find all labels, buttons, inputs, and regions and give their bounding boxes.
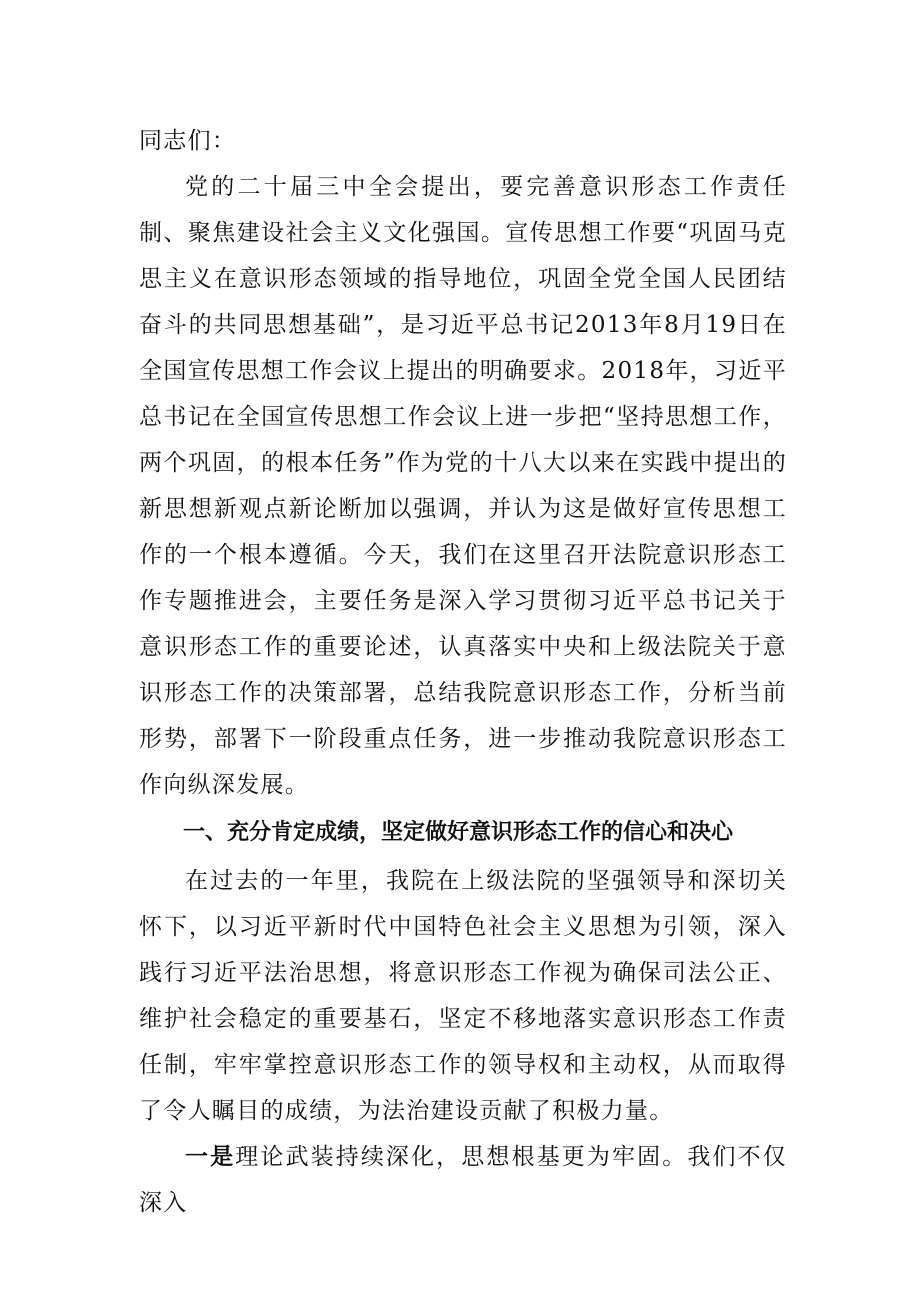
point-one-lead: 一是 (185, 1144, 236, 1170)
point-one-text: 理论武装持续深化，思想根基更为牢固。我们不仅深入 (139, 1144, 787, 1216)
section-paragraph: 在过去的一年里，我院在上级法院的坚强领导和深切关怀下，以习近平新时代中国特色社会主义思想为引领，深入践行习近平法治思想，将意识形态工作视为确保司法公正、维护社会稳定的重要基石，坚定不移地落实意识形态工作责任制，牢牢掌控意识形态工作的领导权和主动权，从而取得了令人瞩目的成绩，为法治建设贡献了积极力量。 (139, 868, 787, 1124)
document-body (139, 118, 787, 1226)
section-heading: 一、充分肯定成绩，坚定做好意识形态工作的信心和决心 (183, 820, 734, 845)
intro-paragraph: 党的二十届三中全会提出，要完善意识形态工作责任制、聚焦建设社会主义文化强国。宣传思想工作要“巩固马克思主义在意识形态领域的指导地位，巩固全党全国人民团结奋斗的共同思想基础”，是习近平总书记2013年8月19日在全国宣传思想工作会议上提出的明确要求。2018年，习近平总书记在全国宣传思想工作会议上进一步把“坚持思想工作，两个巩固，的根本任务”作为党的十八大以来在实践中提出的新思想新观点新论断加以强调，并认为这是做好宣传思想工作的一个根本遵循。今天，我们在这里召开法院意识形态工作专题推进会，主要任务是深入学习贯彻习近平总书记关于意识形态工作的重要论述，认真落实中央和上级法院关于意识形态工作的决策部署，总结我院意识形态工作，分析当前形势，部署下一阶段重点任务，进一步推动我院意识形态工作向纵深发展。 (139, 174, 787, 798)
point-one-paragraph (139, 1134, 787, 1226)
salutation: 同志们： (139, 128, 237, 154)
